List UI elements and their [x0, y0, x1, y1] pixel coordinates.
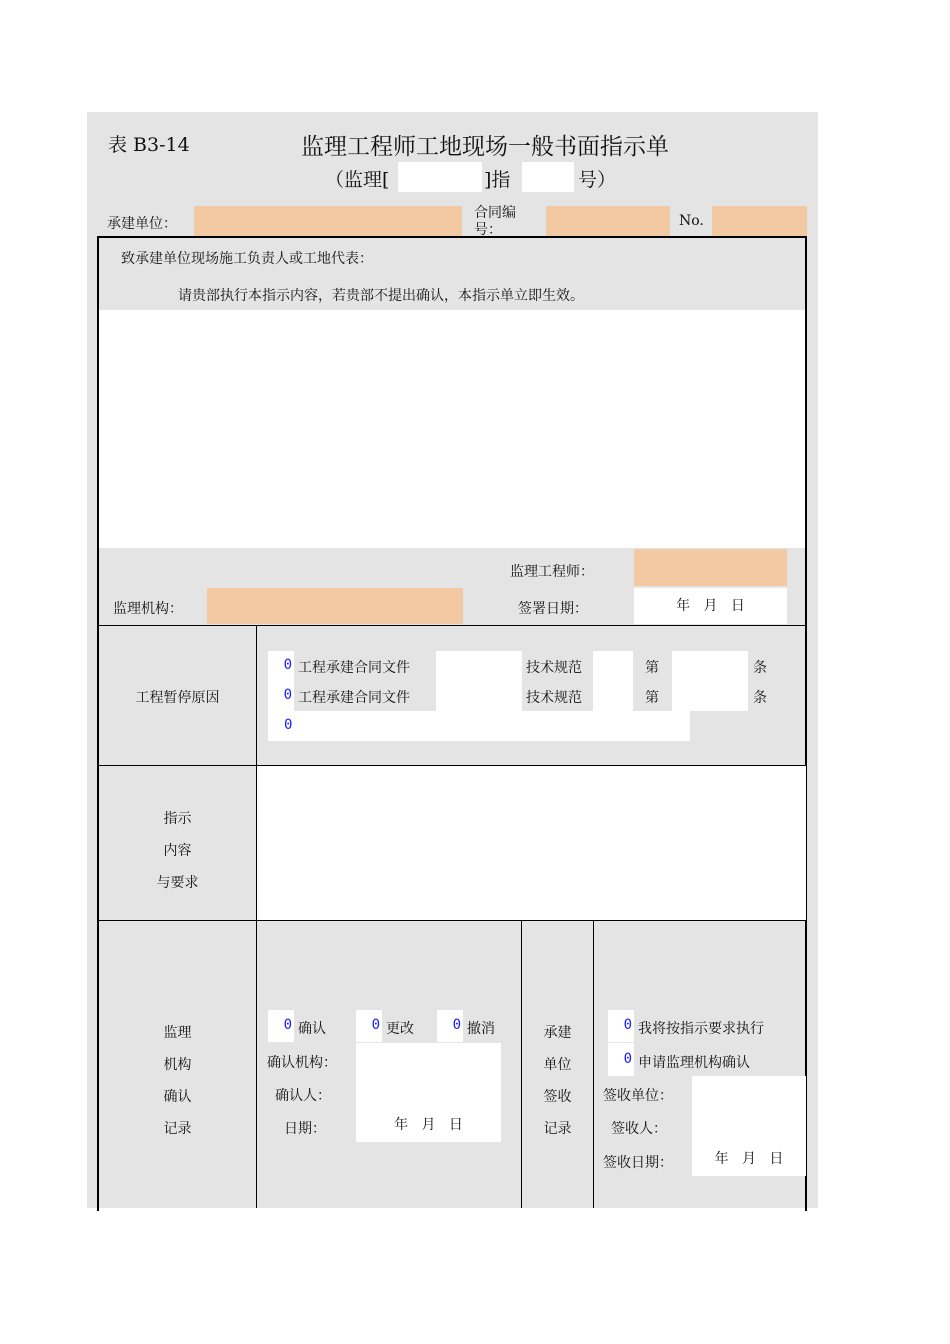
receipt-unit-label: 签收单位：	[603, 1088, 673, 1104]
contractor-receipt-label: 承建 单位 签收 记录	[543, 1025, 572, 1137]
subtitle-close: 号）	[578, 169, 617, 191]
subtitle-open: （监理[	[325, 169, 390, 191]
contract-doc-field-1[interactable]	[436, 651, 522, 681]
contract-no-label: 合同编号：	[474, 205, 516, 238]
receipt-person-label: 签收人：	[611, 1121, 667, 1137]
receipt-unit-field[interactable]	[692, 1076, 806, 1110]
confirm-person-label: 确认人：	[275, 1088, 331, 1104]
revoke-label: 撤消	[467, 1021, 495, 1037]
divider	[97, 625, 807, 626]
sign-date-label: 签署日期：	[518, 601, 588, 617]
org-field[interactable]	[207, 588, 463, 624]
request-confirm-label: 申请监理机构确认	[638, 1055, 750, 1071]
spec-field-2[interactable]	[593, 681, 633, 711]
di-label-1: 第	[645, 660, 659, 676]
receipt-date-field[interactable]: 年 月 日	[692, 1143, 806, 1176]
contract-doc-field-2[interactable]	[436, 681, 522, 711]
contract-doc-label-2: 工程承建合同文件	[298, 690, 410, 706]
contract-no-field[interactable]	[546, 206, 670, 236]
supervision-record-label: 监理 机构 确认 记录	[163, 1025, 192, 1137]
spec-label-1: 技术规范	[526, 660, 582, 676]
di-label-2: 第	[645, 690, 659, 706]
confirm-date-field[interactable]: 年 月 日	[356, 1109, 501, 1142]
org-label: 监理机构：	[113, 601, 183, 617]
confirm-label: 确认	[298, 1021, 326, 1037]
modify-label: 更改	[386, 1021, 414, 1037]
confirm-date-label: 日期：	[284, 1121, 326, 1137]
sign-date-field[interactable]: 年 月 日	[634, 588, 787, 624]
confirm-person-field[interactable]	[356, 1076, 501, 1109]
contract-doc-label-1: 工程承建合同文件	[298, 660, 410, 676]
suspension-check-2[interactable]: 0	[268, 681, 294, 711]
no-label: No.	[679, 213, 704, 229]
confirm-org-field[interactable]	[356, 1043, 501, 1076]
modify-check[interactable]: 0	[356, 1010, 382, 1042]
other-reason-field[interactable]: 0	[268, 711, 690, 741]
engineer-field[interactable]	[634, 549, 787, 586]
intro-to-line: 致承建单位现场施工负责人或工地代表：	[121, 251, 373, 267]
clause-field-2[interactable]	[672, 681, 748, 711]
confirm-check[interactable]: 0	[268, 1010, 294, 1042]
contractor-label: 承建单位：	[107, 216, 177, 232]
execute-label: 我将按指示要求执行	[638, 1021, 764, 1037]
execute-check[interactable]: 0	[608, 1010, 634, 1042]
engineer-label: 监理工程师：	[510, 564, 594, 580]
clause-field-1[interactable]	[672, 651, 748, 681]
suspension-label: 工程暂停原因	[135, 690, 220, 706]
serial-no-field[interactable]	[712, 206, 807, 236]
instruction-number-field[interactable]	[522, 162, 574, 192]
subtitle-mid: ]指	[484, 169, 511, 191]
instruction-content-area[interactable]	[257, 766, 806, 920]
form-code: 表 B3-14	[108, 134, 190, 156]
revoke-check[interactable]: 0	[437, 1010, 463, 1042]
divider	[593, 920, 594, 1208]
receipt-person-field[interactable]	[692, 1110, 806, 1143]
receipt-date-label: 签收日期：	[603, 1155, 673, 1171]
request-confirm-check[interactable]: 0	[608, 1043, 634, 1076]
instruction-label: 指示 内容 与要求	[156, 811, 199, 891]
confirm-org-label: 确认机构：	[267, 1055, 337, 1071]
intro-notice: 请贵部执行本指示内容，若贵部不提出确认，本指示单立即生效。	[178, 288, 584, 304]
contractor-field[interactable]	[194, 206, 462, 236]
supervision-year-field[interactable]	[398, 162, 482, 192]
divider	[97, 920, 807, 921]
suspension-check-1[interactable]: 0	[268, 651, 294, 681]
instruction-body-area[interactable]	[99, 310, 805, 548]
tiao-label-2: 条	[753, 690, 767, 706]
page-title: 监理工程师工地现场一般书面指示单	[301, 134, 669, 160]
tiao-label-1: 条	[753, 660, 767, 676]
spec-field-1[interactable]	[593, 651, 633, 681]
spec-label-2: 技术规范	[526, 690, 582, 706]
